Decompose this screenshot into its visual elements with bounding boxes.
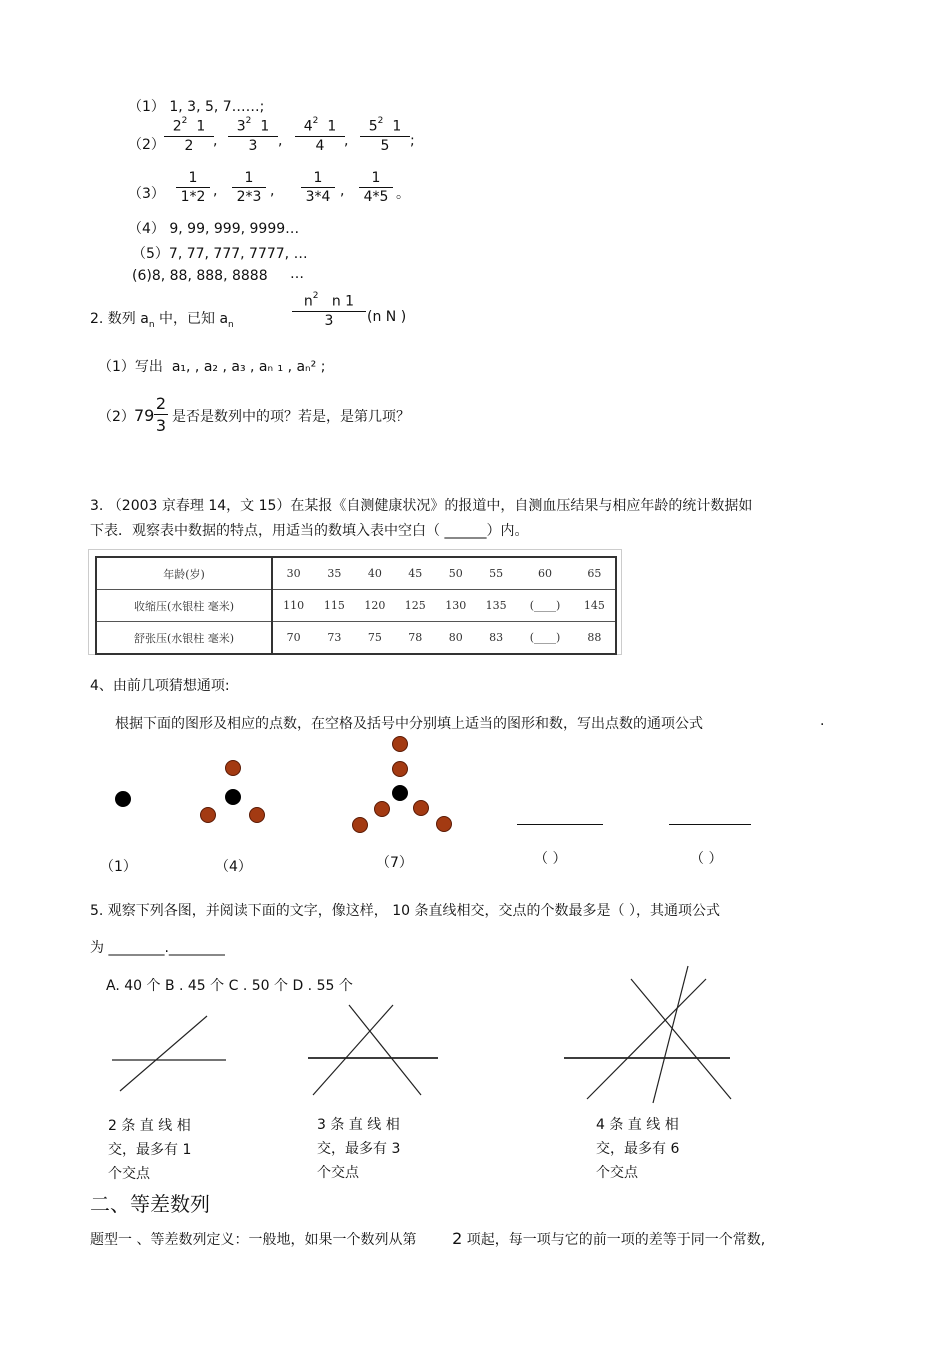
q1-item-5: （5）7, 77, 777, 7777, … xyxy=(132,246,308,262)
caption-4-lines-2: 交，最多有 6 xyxy=(596,1141,680,1157)
q1-item-4: （4） 9, 99, 999, 9999… xyxy=(128,221,300,237)
dot xyxy=(352,817,368,833)
comma: , xyxy=(213,183,218,199)
q2-text: 2. 数列 $a_n$ 中，已知 $a_n$ xyxy=(90,311,234,330)
caption-3-lines-1: 3 条 直 线 相 xyxy=(317,1117,400,1133)
table-cell: 88 xyxy=(587,631,602,644)
semicolon: ; xyxy=(410,133,415,149)
q1-item-6: (6)8, 88, 888, 8888 xyxy=(132,268,268,284)
table-cell: 135 xyxy=(476,590,516,622)
q1-item-3-frac-4: 1 4*5 xyxy=(359,170,393,205)
q3-line-2: 下表．观察表中数据的特点，用适当的数填入表中空白（ ______）内。 xyxy=(90,523,529,539)
q2-part2-frac: 2 3 xyxy=(155,394,167,435)
q5-options: A. 40 个 B . 45 个 C . 50 个 D . 55 个 xyxy=(106,978,353,994)
table-cell: 78 xyxy=(408,631,423,644)
caption-2-lines-2: 交，最多有 1 xyxy=(108,1142,192,1158)
table-row xyxy=(96,557,616,590)
dot xyxy=(374,801,390,817)
figure-label-3: （7） xyxy=(376,855,413,871)
table-cell: 年龄(岁) xyxy=(96,557,272,590)
q2-part2-text: 是否是数列中的项？若是，是第几项？ xyxy=(172,409,410,425)
q1-item-3-label: （3） xyxy=(128,186,165,202)
comma: , xyxy=(340,183,345,199)
q1-item-3-frac-2: 1 2*3 xyxy=(232,170,266,205)
table-cell: 收缩压(水银柱 毫米) xyxy=(96,590,272,622)
q2-formula: $n^2$ n 1 3 xyxy=(292,293,366,329)
q1-item-1: （1） 1, 3, 5, 7……; xyxy=(128,99,265,115)
caption-2-lines-1: 2 条 直 线 相 xyxy=(108,1118,191,1134)
line xyxy=(313,1005,393,1095)
q1-item-3-frac-1: 1 1*2 xyxy=(176,170,210,205)
caption-3-lines-2: 交，最多有 3 xyxy=(317,1141,401,1157)
period: 。 xyxy=(396,186,410,202)
caption-4-lines-1: 4 条 直 线 相 xyxy=(596,1117,679,1133)
table-blank-cell[interactable]: (____) xyxy=(516,590,573,622)
table-cell: 50 xyxy=(436,557,476,590)
caption-3-lines-3: 个交点 xyxy=(317,1165,359,1181)
table-cell: 75 xyxy=(367,631,382,644)
table-cell: 30 xyxy=(272,557,314,590)
table-cell: 40 xyxy=(355,557,395,590)
table-cell: 130 xyxy=(436,590,476,622)
q3-line-1: 3. （2003 京春理 14，文 15）在某报《自测健康状况》的报道中，自测血压结果与相应年龄的统计数据如 xyxy=(90,498,753,514)
line xyxy=(653,966,688,1103)
table-cell: 115 xyxy=(314,590,354,622)
table-cell: 110 xyxy=(272,590,314,622)
q2-part1: （1）写出 a₁, , a₂ , a₃ , aₙ ₁ , aₙ² ; xyxy=(98,359,326,375)
dot-center xyxy=(115,791,131,807)
q1-item-3-frac-3: 1 3*4 xyxy=(301,170,335,205)
comma: , xyxy=(278,133,283,149)
q1-item-2-frac-4: $5^2$ 1 5 xyxy=(360,118,410,154)
q2-domain: (n N ) xyxy=(367,309,407,325)
dot-center xyxy=(225,789,241,805)
table-row xyxy=(96,590,616,622)
dot xyxy=(249,807,265,823)
blood-pressure-table-frame xyxy=(88,549,622,655)
dot xyxy=(413,800,429,816)
q1-item-2-frac-3: $4^2$ 1 4 xyxy=(295,118,345,154)
table-blank-cell[interactable]: (____) xyxy=(529,631,561,644)
comma: , xyxy=(213,133,218,149)
section-definition: 题型一 、等差数列定义：一般地，如果一个数列从第 2 项起，每一项与它的前一项的差等于同一个常数, xyxy=(90,1229,766,1248)
answer-blank-figure-5[interactable] xyxy=(669,824,751,825)
q5-line-2: 为 ________.________ xyxy=(90,940,225,956)
caption-2-lines-3: 个交点 xyxy=(108,1166,150,1182)
q4-desc-end: . xyxy=(820,713,825,729)
dot xyxy=(392,736,408,752)
dot xyxy=(200,807,216,823)
blood-pressure-table xyxy=(95,556,617,655)
section-heading: 二、等差数列 xyxy=(90,1192,210,1216)
q1-item-2-frac-1: $2^2$ 1 2 xyxy=(164,118,214,154)
table-cell: 80 xyxy=(448,631,463,644)
comma: , xyxy=(344,133,349,149)
table-cell: 73 xyxy=(327,631,342,644)
q4-desc: 根据下面的图形及相应的点数，在空格及括号中分别填上适当的图形和数，写出点数的通项公式 xyxy=(115,716,703,732)
table-row xyxy=(96,622,616,655)
table-cell: 125 xyxy=(395,590,435,622)
line xyxy=(120,1016,207,1091)
q1-item-2-frac-2: $3^2$ 1 3 xyxy=(228,118,278,154)
dot-center xyxy=(392,785,408,801)
line xyxy=(349,1005,421,1095)
dot xyxy=(225,760,241,776)
caption-4-lines-3: 个交点 xyxy=(596,1165,638,1181)
table-cell: 45 xyxy=(395,557,435,590)
table-cell: 35 xyxy=(314,557,354,590)
table-cell: 145 xyxy=(574,590,616,622)
q5-line-1: 5. 观察下列各图，并阅读下面的文字，像这样， 10 条直线相交，交点的个数最多是（ ），其通项公式 xyxy=(90,903,720,919)
dot xyxy=(392,761,408,777)
table-cell: 120 xyxy=(355,590,395,622)
q2-part2-whole: 79 xyxy=(134,406,155,425)
q2-part2-label: （2） xyxy=(98,409,135,425)
table-cell: 60 xyxy=(516,557,573,590)
figure-label-2: （4） xyxy=(215,859,252,875)
answer-blank-figure-4[interactable] xyxy=(517,824,603,825)
table-cell: 83 xyxy=(489,631,504,644)
table-cell: 65 xyxy=(574,557,616,590)
table-cell: 舒张压(水银柱 毫米) xyxy=(96,622,272,655)
lines-diagram xyxy=(0,950,950,1110)
figure-label-4[interactable]: （ ） xyxy=(534,851,567,867)
table-cell: 55 xyxy=(476,557,516,590)
figure-label-5[interactable]: （ ） xyxy=(690,851,723,867)
figure-label-1: （1） xyxy=(100,859,137,875)
dot xyxy=(436,816,452,832)
q4-title: 4、由前几项猜想通项: xyxy=(90,678,230,694)
q1-item-2-label: （2） xyxy=(128,137,165,153)
q1-item-6-ellipsis: … xyxy=(290,266,304,282)
table-cell: 70 xyxy=(286,631,301,644)
comma: , xyxy=(270,183,275,199)
